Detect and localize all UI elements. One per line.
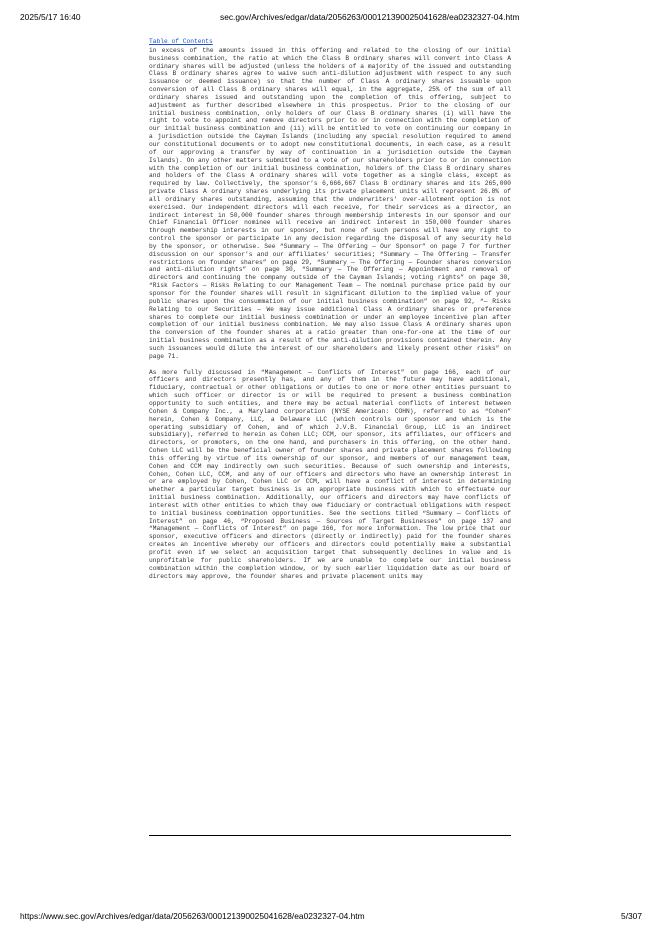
body-paragraph-1: in excess of the amounts issued in this offering and related to the closing of our initial business combination, the ratio at which the Class B ordinary shares will convert into Class A ordinary shares will be adjusted (unless the holders of a majority of the issued and outstanding Class B ordinary shares agree to waive such anti-dilution adjustment with respect to any such issuance or deemed issuance) so that the number of Class A ordinary shares issuable upon conversion of all Class B ordinary shares will equal, in the aggregate, 25% of the sum of all ordinary shares issued and outstanding upon the completion of this offering, subject to adjustment as further described elsewhere in this prospectus. Prior to the closing of our initial business combination, only holders of our Class B ordinary shares (i) will have the right to vote to appoint and remove directors prior to or in connection with the completion of our initial business combination and (ii) will be entitled to vote on continuing our company in a jurisdiction outside the Cayman Islands (including any special resolution required to amend our constitutional documents or to adopt new constitutional documents, in each case, as a result of our approving a transfer by way of continuation in a jurisdiction outside the Cayman Islands). On any other matters submitted to a vote of our shareholders prior to or in connection with the completion of our initial business combination, holders of the Class B ordinary shares and holders of the Class A ordinary shares will vote together as a single class, except as required by law. Collectively, the sponsor’s 6,666,667 Class B ordinary shares and its 265,000 private Class A ordinary shares underlying its private placement units will represent 26.8% of all ordinary shares outstanding, assuming that the underwriters’ over-allotment option is not exercised. Our independent directors will each receive, for their services as a director, an indirect interest in 50,000 founder shares through membership interests in our sponsor and our Chief Financial Officer nominee will receive an indirect interest in 150,000 founder shares through membership interests in our sponsor, but none of such persons will have any right to control the sponsor or participate in any decision regarding the disposal of any security held by the sponsor, or otherwise. See “Summary — The Offering — Our Sponsor” on page 7 for further discussion on our sponsor’s and our affiliates’ securities; “Summary — The Offering — Transfer restrictions on founder shares” on page 29, “Summary — The Offering — Founder shares conversion and anti-dilution rights” on page 30, “Summary — The Offering — Appointment and removal of directors and continuing the company outside of the Cayman Islands; voting rights” on page 30, “Risk Factors — Risks Relating to our Management Team — The nominal purchase price paid by our sponsor for the founder shares will result in significant dilution to the implied value of your public shares upon the consummation of our initial business combination” on page 92, “— Risks Relating to our Securities — We may issue additional Class A ordinary shares or preference shares to complete our initial business combination or under an employee incentive plan after completion of our initial business combination. We may also issue Class A ordinary shares upon the conversion of the founder shares at a ratio greater than one-for-one at the time of our initial business combination as a result of the anti-dilution provisions contained therein. Any such issuances would dilute the interest of our shareholders and likely present other risks” on page 71. <box>149 46 511 360</box>
print-header <box>20 12 642 26</box>
page-counter: 5/307 <box>621 911 642 921</box>
print-footer <box>20 911 642 925</box>
print-footer-url: https://www.sec.gov/Archives/edgar/data/2056263/000121390025041628/ea0232327-04.htm <box>20 911 365 921</box>
page-end-divider <box>149 835 511 836</box>
print-datetime: 2025/5/17 16:40 <box>20 12 81 22</box>
body-paragraph-2: As more fully discussed in “Management — Conflicts of Interest” on page 166, each of our officers and directors presently has, and any of them in the future may have additional, fiduciary, contractual or other obligations or duties to one or more other entities pursuant to which such officer or director is or will be required to present a business combination opportunity to such entities, and there may be actual material conflicts of interest between Cohen & Company Inc., a Maryland corporation (NYSE American: COHN), referred to as “Cohen” herein, Cohen & Company, LLC, a Delaware LLC (which controls our sponsor and which is the operating subsidiary of Cohen, and of which J.V.B. Financial Group, LLC is an indirect subsidiary), referred to herein as Cohen LLC; CCM, our sponsor, its affiliates, our officers and directors, or promoters, on the one hand, and purchasers in this offering, on the other hand. Cohen LLC will be the beneficial owner of founder shares and private placement shares following this offering by virtue of its ownership of our sponsor, and members of our management team, Cohen and CCM may indirectly own such securities. Because of such ownership and interests, Cohen, Cohen LLC, CCM, and any of our officers and directors who have an ownership interest in or are employed by Cohen, Cohen LLC or CCM, will have a conflict of interest in determining whether a particular target business is an appropriate business with which to effectuate our initial business combination. Additionally, our officers and directors may have conflicts of interest with other entities to which they owe fiduciary or contractual obligations with respect to initial business combination opportunities. See the sections titled “Summary — Conflicts of Interest” on page 46, “Proposed Business — Sources of Target Businesses” on page 137 and “Management — Conflicts of Interest” on page 166, for more information. The low price that our sponsor, executive officers and directors (directly or indirectly) paid for the founder shares creates an incentive whereby our officers and directors could potentially make a substantial profit even if we select an acquisition target that subsequently declines in value and is unprofitable for public shareholders. If we are unable to complete our initial business combination within the completion window, or by such earlier liquidation date as our board of directors may approve, the founder shares and private placement units may <box>149 368 511 580</box>
table-of-contents-link[interactable]: Table of Contents <box>149 38 213 45</box>
print-header-url: sec.gov/Archives/edgar/data/2056263/000121390025041628/ea0232327-04.htm <box>220 12 520 22</box>
document-body <box>149 38 511 588</box>
